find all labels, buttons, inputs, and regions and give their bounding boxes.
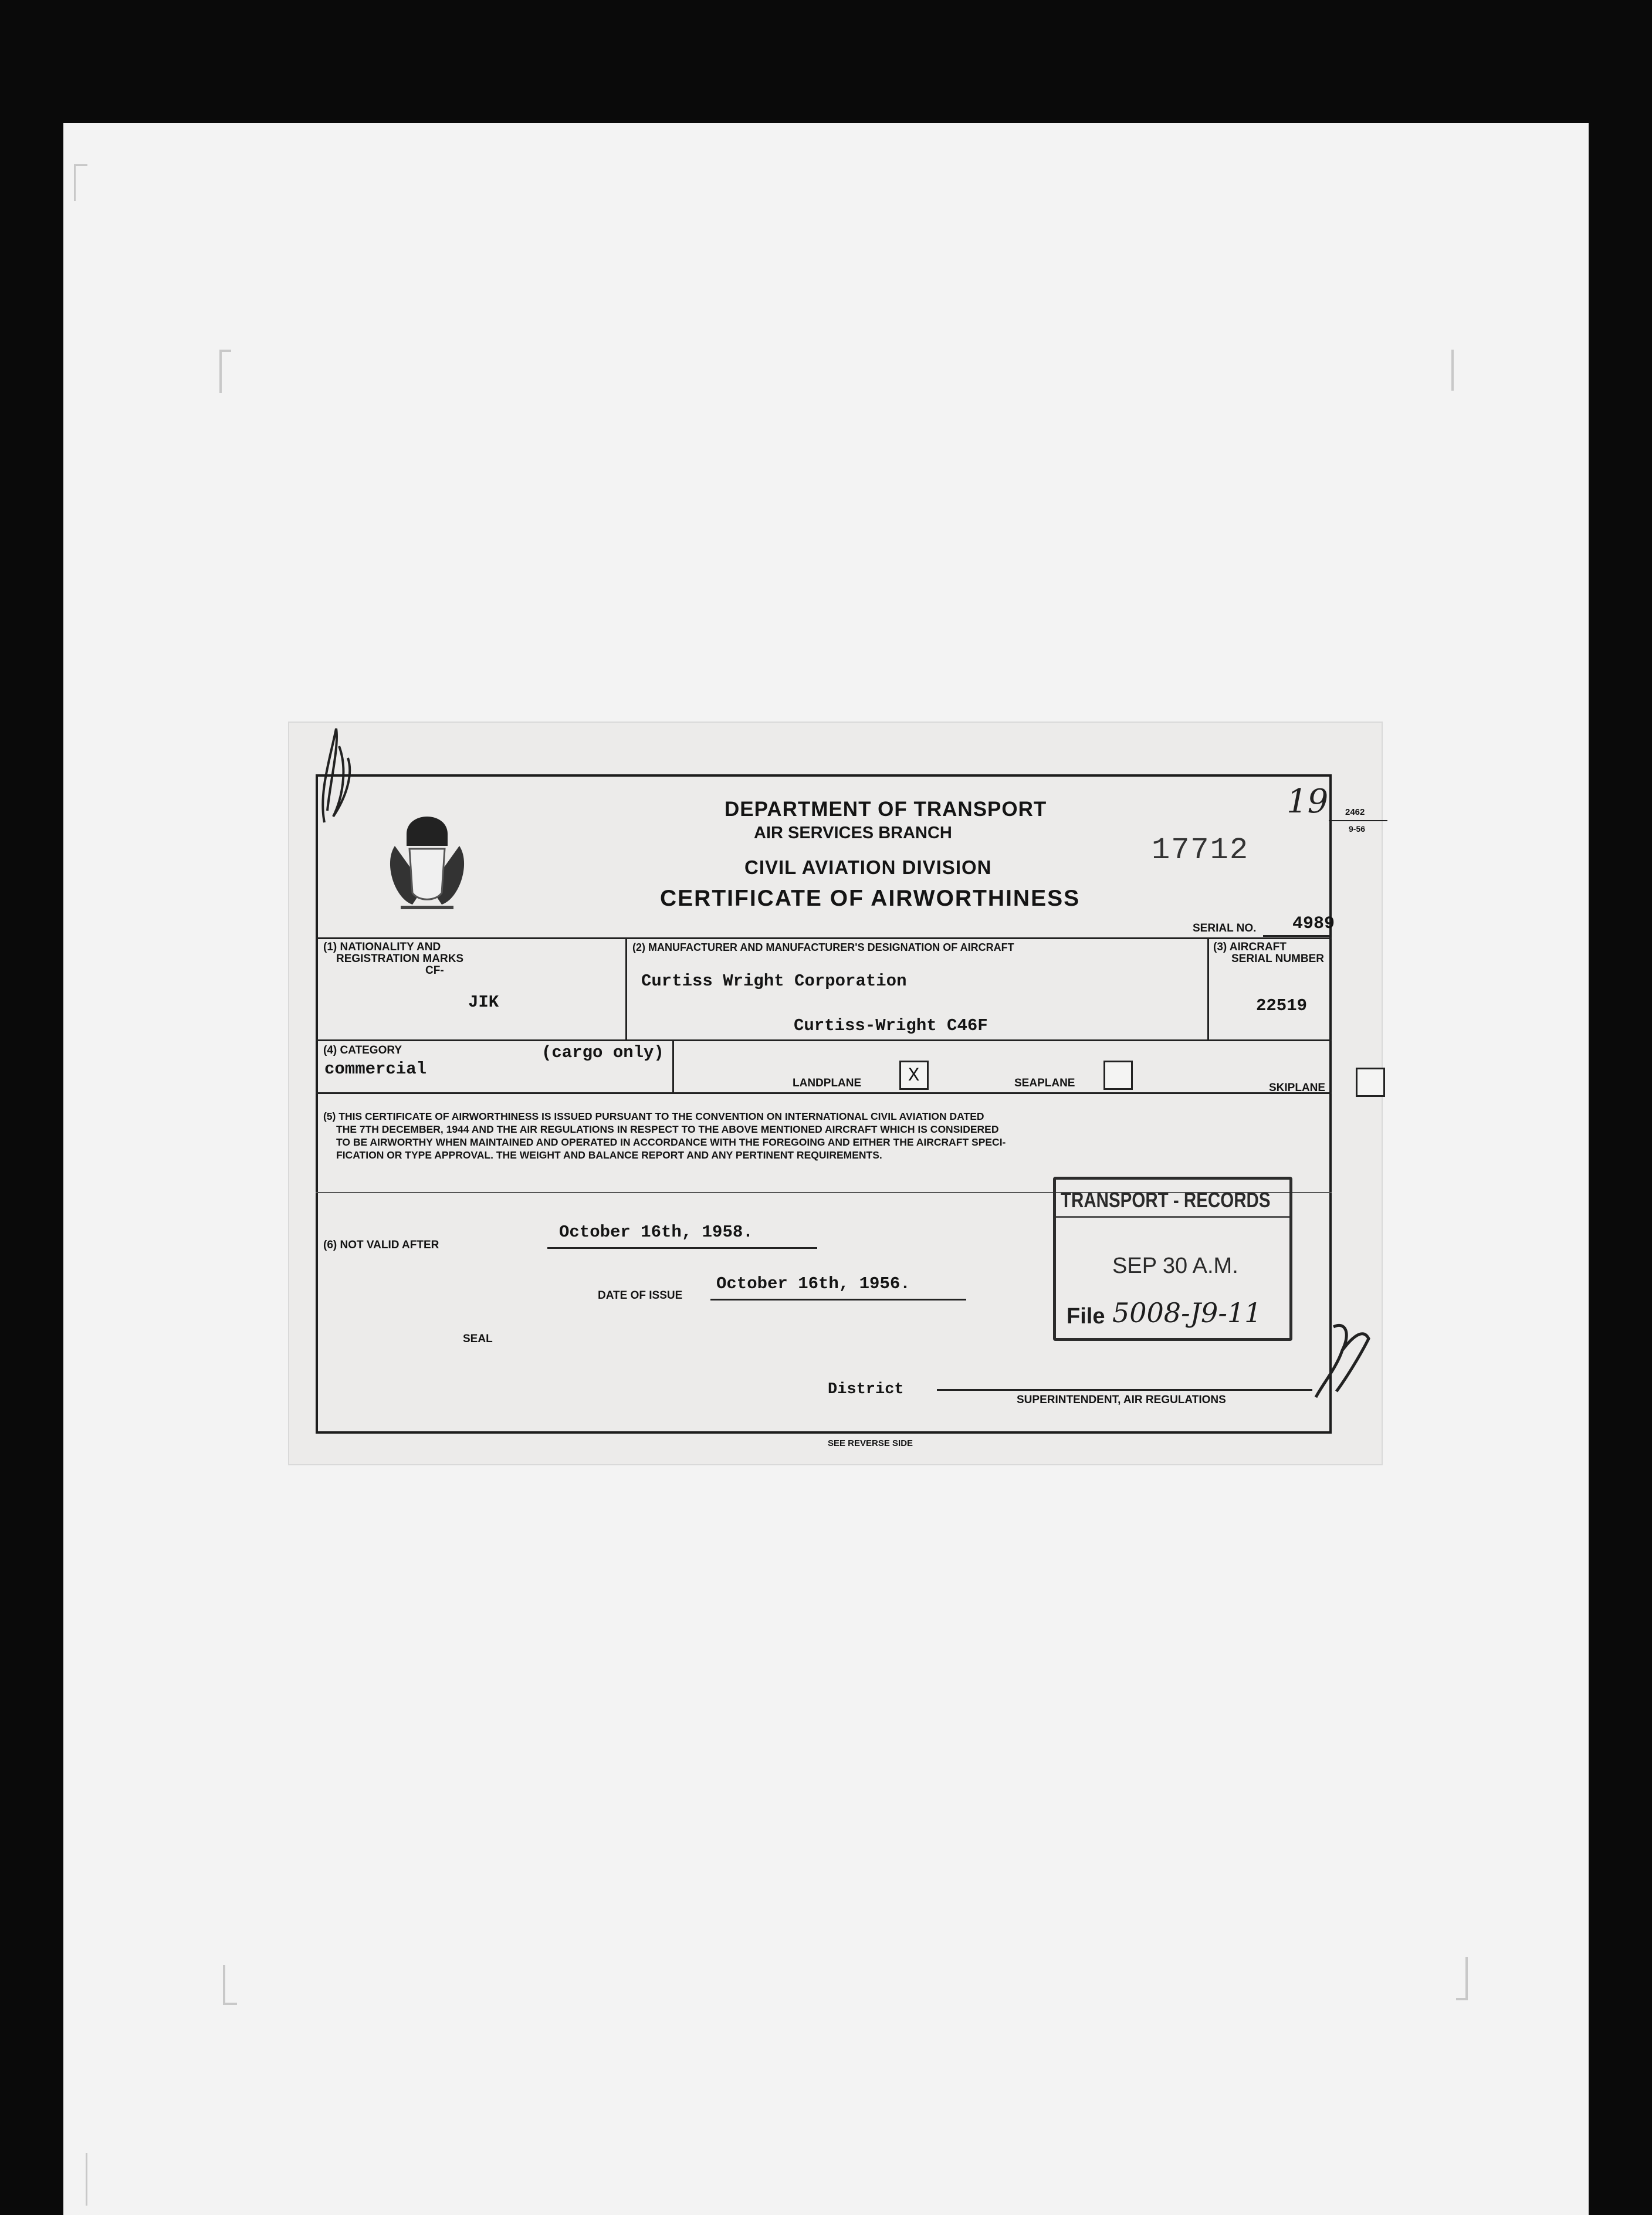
stamp-line1: TRANSPORT - RECORDS xyxy=(1061,1188,1271,1212)
skiplane-label: SKIPLANE xyxy=(1269,1082,1326,1094)
divider-field2-3 xyxy=(1207,937,1209,1039)
validity-rule xyxy=(547,1247,817,1249)
district-label: District xyxy=(828,1381,904,1398)
stamp-file-number: 5008-J9-11 xyxy=(1112,1297,1262,1329)
crop-mark-upper-right xyxy=(1442,350,1454,391)
coat-of-arms-icon xyxy=(383,799,471,916)
crop-mark-upper-left xyxy=(219,350,231,393)
date-of-issue: October 16th, 1956. xyxy=(716,1274,910,1293)
field1-label-line1: (1) NATIONALITY AND xyxy=(323,941,441,953)
field3-label-line2: SERIAL NUMBER xyxy=(1231,953,1324,965)
branch-title: AIR SERVICES BRANCH xyxy=(754,824,952,842)
issue-rule xyxy=(710,1299,966,1300)
divider-field1-2 xyxy=(625,937,627,1039)
manufacturer-name: Curtiss Wright Corporation xyxy=(641,971,907,991)
field2-label: (2) MANUFACTURER AND MANUFACTURER'S DESIGNATION OF AIRCRAFT xyxy=(632,941,1014,953)
seaplane-label: SEAPLANE xyxy=(1014,1077,1075,1089)
landplane-mark: X xyxy=(908,1065,920,1086)
seaplane-checkbox xyxy=(1103,1061,1133,1090)
field1-label-line2: REGISTRATION MARKS xyxy=(336,953,464,965)
serial-label: SERIAL NO. xyxy=(1193,922,1257,934)
seal-label: SEAL xyxy=(463,1333,493,1345)
rule-below-header xyxy=(316,937,1332,939)
handwritten-initials-bottom xyxy=(1310,1315,1375,1403)
field3-label-line1: (3) AIRCRAFT xyxy=(1213,941,1287,953)
form-number-rule xyxy=(1329,820,1387,821)
stamp-file-label: File xyxy=(1067,1304,1105,1329)
field1-prefix: CF- xyxy=(425,964,444,977)
division-title: CIVIL AVIATION DIVISION xyxy=(744,856,992,878)
crop-mark-lower-left xyxy=(223,1965,237,2005)
serial-value: 4989 xyxy=(1292,914,1335,934)
skiplane-checkbox xyxy=(1356,1068,1385,1097)
rule-below-category xyxy=(316,1092,1332,1094)
department-title: DEPARTMENT OF TRANSPORT xyxy=(725,798,1047,821)
corner-mark-top-left xyxy=(74,164,87,201)
divider-category xyxy=(672,1039,674,1092)
certificate-card xyxy=(289,723,1382,1464)
signature-rule xyxy=(937,1389,1312,1391)
stamp-date: SEP 30 A.M. xyxy=(1112,1254,1238,1278)
see-reverse-side: SEE REVERSE SIDE xyxy=(828,1438,913,1448)
certificate-title: CERTIFICATE OF AIRWORTHINESS xyxy=(660,886,1081,911)
issue-label: DATE OF ISSUE xyxy=(598,1289,683,1302)
aircraft-serial-number: 22519 xyxy=(1256,996,1308,1015)
stamp-rule xyxy=(1056,1216,1289,1218)
field4-label: (4) CATEGORY xyxy=(323,1044,402,1056)
transport-records-stamp xyxy=(1053,1177,1292,1341)
field5-line2: THE 7TH DECEMBER, 1944 AND THE AIR REGULATIONS IN RESPECT TO THE ABOVE MENTIONED AIRCRAFT WHICH IS CONSIDERED xyxy=(336,1123,999,1135)
not-valid-after-date: October 16th, 1958. xyxy=(559,1222,753,1242)
registration-marks: JIK xyxy=(468,993,499,1012)
field5-line1: (5) THIS CERTIFICATE OF AIRWORTHINESS IS ISSUED PURSUANT TO THE CONVENTION ON INTERNATIONAL CIVIL AVIATION DATED xyxy=(323,1110,984,1122)
landplane-checkbox xyxy=(899,1061,929,1090)
aircraft-designation: Curtiss-Wright C46F xyxy=(794,1016,988,1035)
field5-line3: TO BE AIRWORTHY WHEN MAINTAINED AND OPERATED IN ACCORDANCE WITH THE FOREGOING AND EITHER THE AIRCRAFT SPECI- xyxy=(336,1136,1006,1148)
landplane-label: LANDPLANE xyxy=(793,1077,862,1089)
superintendent-label: SUPERINTENDENT, AIR REGULATIONS xyxy=(1017,1394,1226,1406)
category-note: (cargo only) xyxy=(541,1043,664,1062)
field6-label: (6) NOT VALID AFTER xyxy=(323,1239,439,1251)
serial-rule xyxy=(1263,935,1331,937)
rule-below-fields xyxy=(316,1039,1332,1041)
handwritten-number: 19 xyxy=(1287,783,1329,821)
form-number: 2462 xyxy=(1345,807,1365,817)
file-number: 17712 xyxy=(1152,833,1250,868)
category-value: commercial xyxy=(324,1059,427,1079)
field5-line4: FICATION OR TYPE APPROVAL. THE WEIGHT AND BALANCE REPORT AND ANY PERTINENT REQUIREMENTS. xyxy=(336,1149,882,1161)
crop-mark-lower-right xyxy=(1456,1957,1468,2000)
form-date: 9-56 xyxy=(1349,824,1366,834)
corner-mark-bottom-left xyxy=(86,2153,99,2206)
scan-page xyxy=(63,123,1589,2215)
